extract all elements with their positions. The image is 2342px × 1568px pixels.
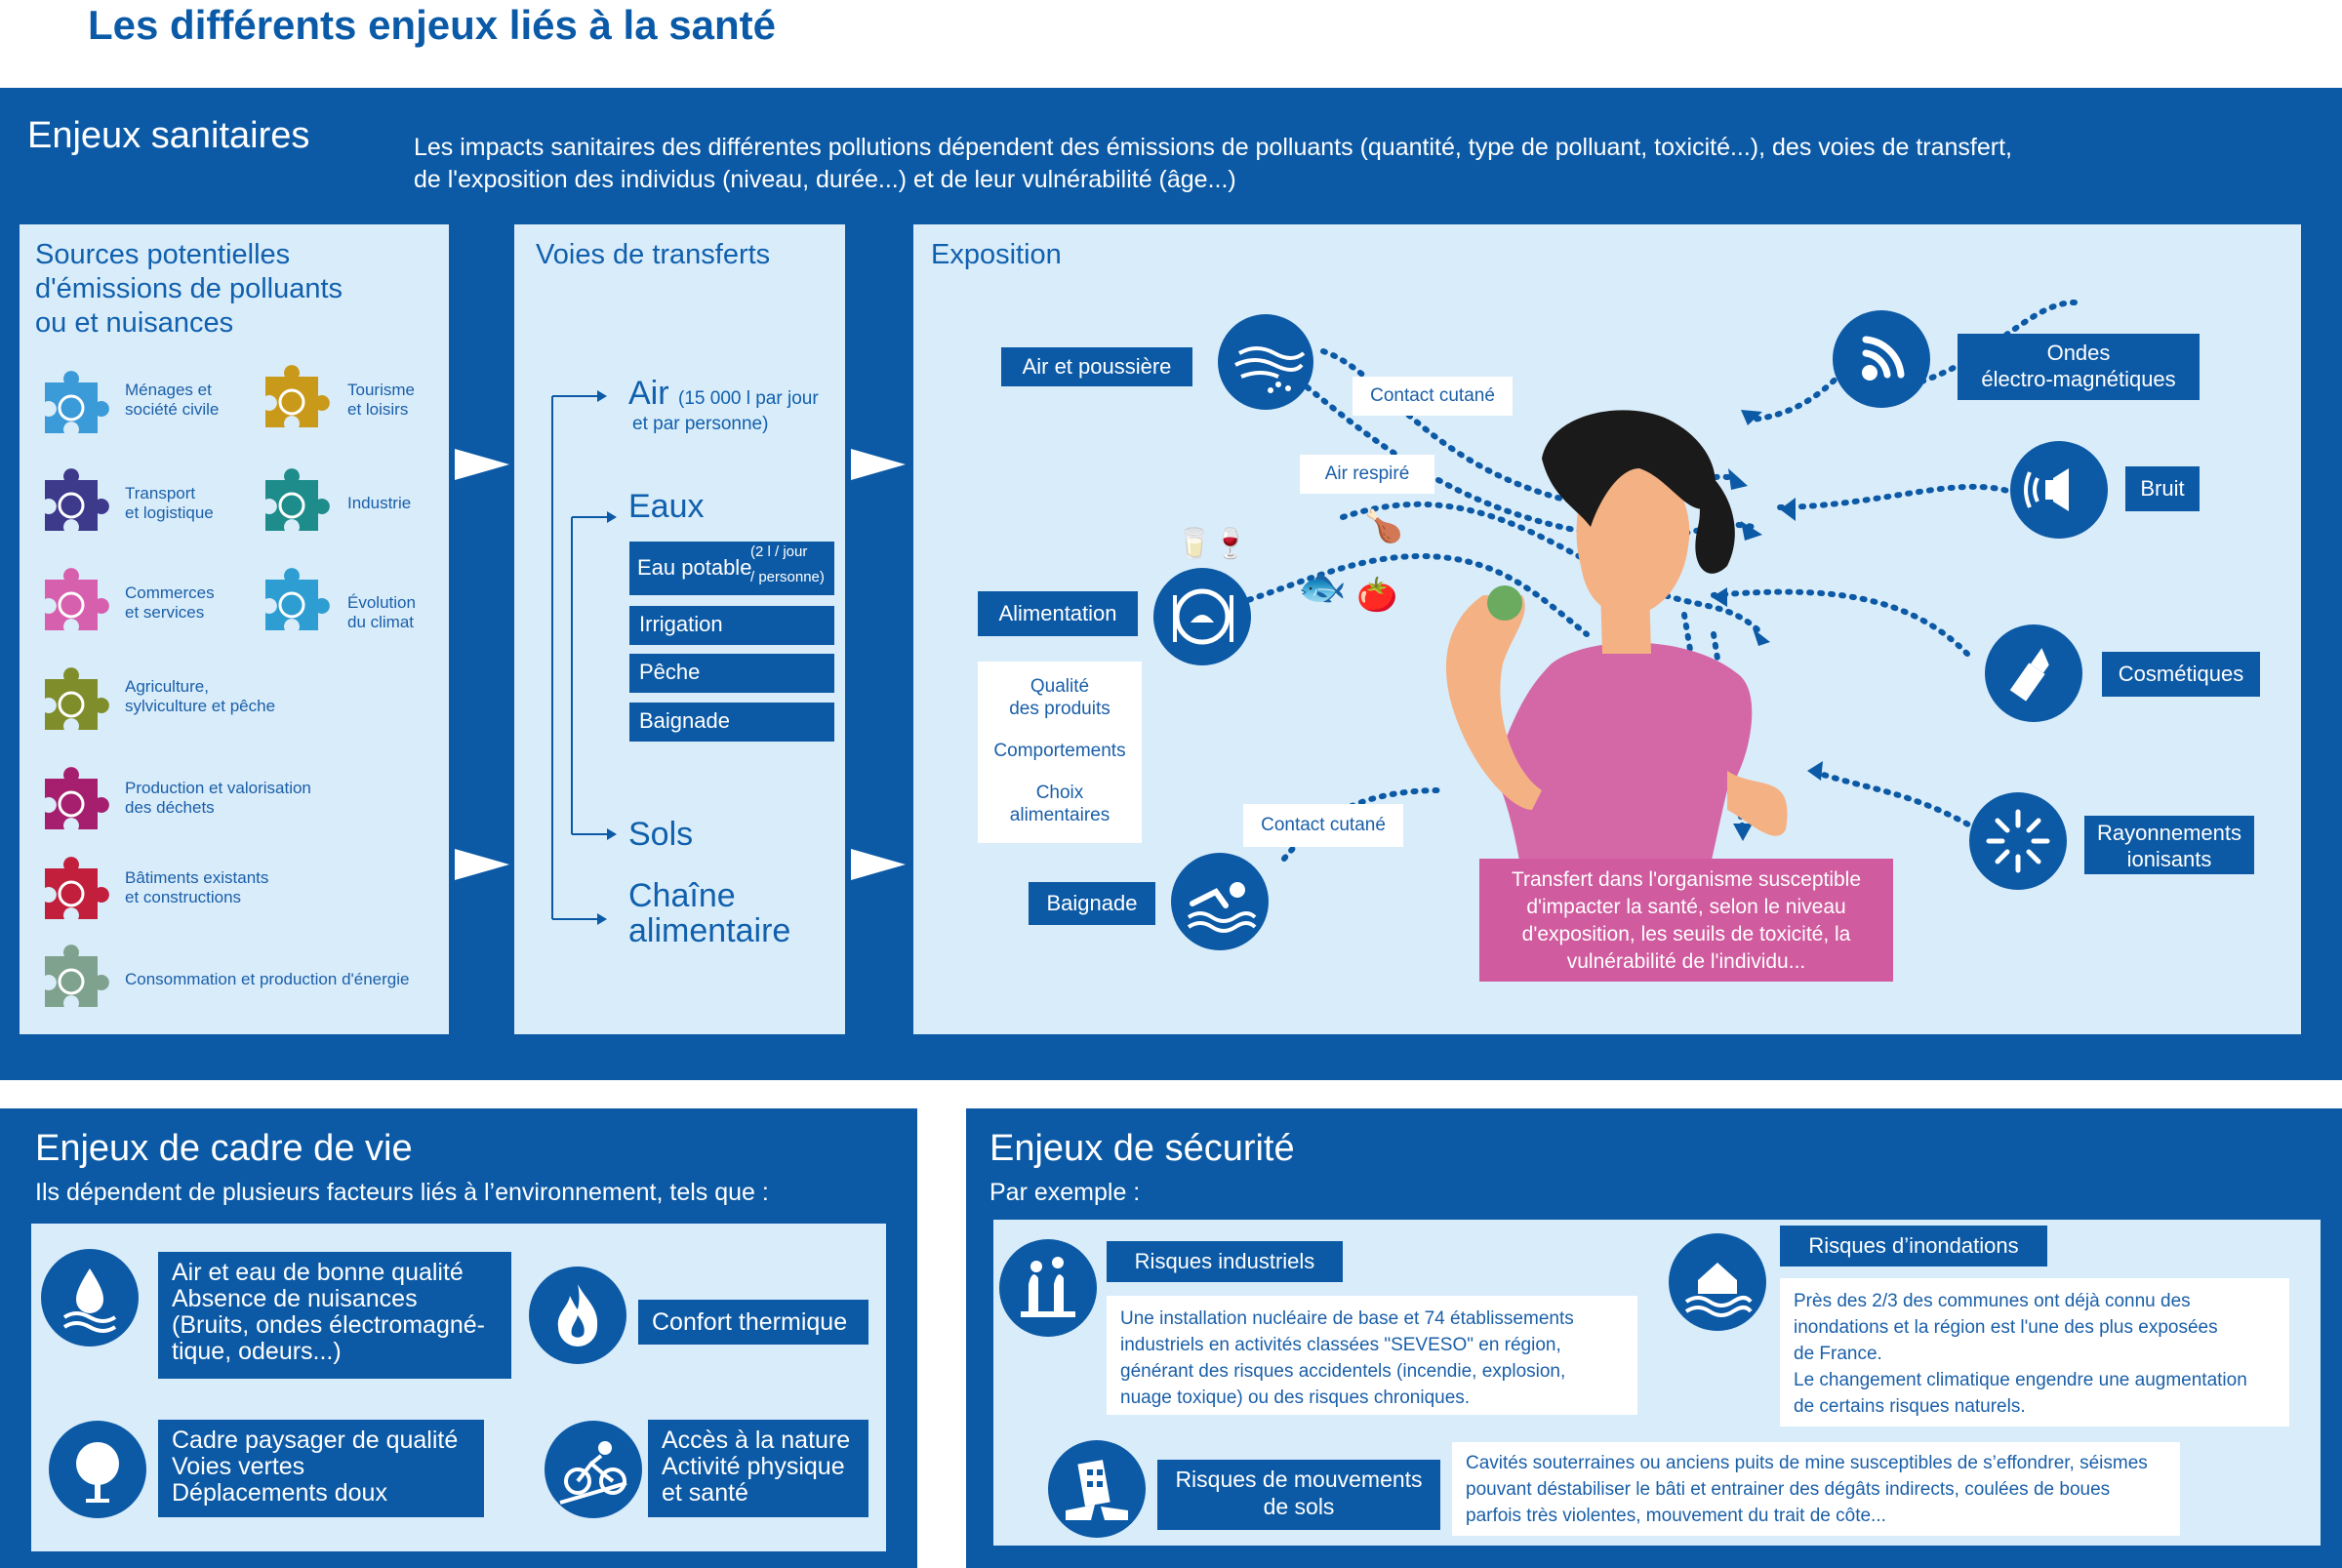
industriels-text: [1107, 1296, 1637, 1415]
industriels-text-l2: industriels en activités classées "SEVESO" en région,: [1120, 1335, 1561, 1355]
voie-peche: Pêche: [629, 654, 834, 693]
voie-air-note-1: (15 000 l par jour: [678, 388, 819, 409]
source-label-l2: sylviculture et pêche: [125, 697, 276, 715]
voie-chaine-l1: Chaîne: [628, 877, 736, 914]
source-label-l1: Transport: [125, 484, 196, 503]
sanitaires-heading: Enjeux sanitaires: [27, 115, 310, 156]
source-label-l2: et constructions: [125, 888, 242, 906]
industriels-text-l1: Une installation nucléaire de base et 74 établissements: [1120, 1308, 1574, 1329]
fish-icon: 🐟: [1298, 566, 1347, 609]
tomato-icon: 🍅: [1356, 577, 1398, 614]
industriels-text-l4: nuage toxique) ou des risques chroniques.: [1120, 1387, 1471, 1408]
alimentation-factors: [978, 662, 1142, 843]
voie-air: [628, 375, 819, 413]
sanitaires-intro-1: Les impacts sanitaires des différentes pollutions dépendent des émissions de polluants (quantité, type de polluant, toxicité...), des voies de transfert,: [414, 134, 2012, 161]
source-label: [125, 381, 219, 420]
mouvements-text-l3: parfois très violentes, mouvement du trait de côte...: [1466, 1506, 1886, 1526]
transfert-l2: d'impacter la santé, selon le niveau: [1526, 896, 1846, 918]
tag-contact-cutane-bottom: Contact cutané: [1243, 804, 1403, 847]
tag-mouvements-l1: Risques de mouvements: [1175, 1467, 1423, 1492]
tag-rayonnements: [2084, 816, 2254, 874]
box3-l3: Déplacements doux: [172, 1479, 387, 1507]
tag-cosmetiques: Cosmétiques: [2102, 652, 2260, 697]
sanitaires-intro-2: de l'exposition des individus (niveau, durée...) et de leur vulnérabilité (âge...): [414, 166, 1236, 193]
voie-baignade: Baignade: [629, 703, 834, 742]
swimmer-icon: [1171, 853, 1269, 950]
source-label-l1: Ménages et: [125, 381, 212, 399]
source-label-l1: Tourisme: [347, 381, 415, 399]
sources-title-l3: ou et nuisances: [35, 307, 234, 339]
source-label-l2: des déchets: [125, 798, 215, 817]
securite-heading: Enjeux de sécurité: [989, 1128, 1295, 1169]
source-label-l2: et logistique: [125, 503, 214, 522]
tag-risques-inondations: Risques d’inondations: [1780, 1226, 2047, 1266]
voie-eaux: Eaux: [628, 488, 705, 525]
box1-l2: Absence de nuisances: [172, 1285, 418, 1312]
tag-risques-mouvements: [1157, 1460, 1440, 1530]
cyclist-icon: [545, 1421, 642, 1518]
box4-l1: Accès à la nature: [662, 1427, 851, 1454]
source-label-l1: Consommation et production d'énergie: [125, 970, 410, 988]
sources-title-l2: d'émissions de polluants: [35, 273, 343, 304]
source-label-l1: Évolution: [347, 593, 416, 612]
voie-chaine: [628, 878, 790, 948]
voie-eau-potable: [629, 542, 834, 595]
plate-cutlery-icon: [1153, 568, 1251, 665]
tag-mouvements-l2: de sols: [1263, 1494, 1335, 1519]
factor-qualite-l1: Qualité: [1030, 676, 1090, 697]
family-icon: [35, 369, 109, 443]
energy-icon: [35, 943, 109, 1017]
inondations-text-l3: de France.: [1794, 1344, 1882, 1364]
chicken-leg-icon: 🍗: [1364, 508, 1403, 543]
box1-l1: Air et eau de bonne qualité: [172, 1259, 464, 1286]
flame-icon: [529, 1266, 626, 1364]
tag-ondes: [1958, 334, 2200, 400]
glass-drink-icon: 🥛🍷: [1176, 528, 1249, 560]
eau-potable-note-1: (2 l / jour: [750, 543, 808, 560]
cadre-vie-box-nature: [648, 1420, 868, 1517]
weather-icon: [256, 566, 330, 640]
arrow-right-icon: [455, 449, 509, 480]
arrow-right-icon: [455, 849, 509, 880]
tag-ondes-l2: électro-magnétiques: [1981, 367, 2176, 391]
box1-l3: (Bruits, ondes électromagné-: [172, 1311, 485, 1339]
transfert-l1: Transfert dans l'organisme susceptible: [1511, 868, 1862, 891]
industriels-text-l3: générant des risques accidentels (incendie, explosion,: [1120, 1361, 1566, 1382]
voie-sols: Sols: [628, 816, 694, 853]
source-label: [347, 593, 416, 632]
euro-icon: [35, 566, 109, 640]
inondations-text-l4: Le changement climatique engendre une augmentation: [1794, 1370, 2247, 1390]
cadre-vie-box-air-eau: [158, 1252, 511, 1379]
mouvements-text-l2: pouvant déstabiliser le bâti et entrainer des dégâts indirects, coulées de boues: [1466, 1479, 2111, 1500]
mouvements-text-l1: Cavités souterraines ou anciens puits de mine susceptibles de s’effondrer, séismes: [1466, 1453, 2148, 1473]
eau-potable-note-2: / personne): [750, 569, 825, 585]
source-label-l2: société civile: [125, 400, 220, 419]
source-label-l1: Commerces: [125, 583, 215, 602]
source-label-l1: Industrie: [347, 494, 412, 512]
tree-icon: [49, 1421, 146, 1518]
inondations-text: [1780, 1278, 2289, 1427]
source-label-l1: Agriculture,: [125, 677, 209, 696]
mouvements-text: [1452, 1442, 2180, 1536]
securite-sub: Par exemple :: [989, 1179, 1141, 1206]
factory-risk-icon: [999, 1239, 1097, 1337]
flood-house-icon: [1669, 1233, 1766, 1331]
source-label-l1: Production et valorisation: [125, 779, 311, 797]
voie-chaine-l2: alimentaire: [628, 912, 791, 949]
page-title: Les différents enjeux liés à la santé: [88, 2, 776, 48]
source-label: [347, 381, 415, 420]
cadre-vie-box-confort: Confort thermique: [638, 1300, 868, 1345]
crane-icon: [35, 855, 109, 929]
tag-alimentation: Alimentation: [978, 591, 1138, 636]
transfert-box: [1479, 859, 1893, 982]
source-label: [125, 583, 215, 623]
source-label: [125, 868, 268, 907]
tag-rayonnements-l1: Rayonnements: [2097, 821, 2241, 845]
source-label: [125, 484, 214, 523]
source-label: [125, 677, 275, 716]
voies-tree-lines: [546, 381, 625, 927]
tag-risques-industriels: Risques industriels: [1107, 1241, 1343, 1282]
waste-icon: [35, 765, 109, 839]
source-label-l1: Bâtiments existants: [125, 868, 269, 887]
speaker-icon: [2010, 441, 2108, 539]
cadre-vie-heading: Enjeux de cadre de vie: [35, 1128, 413, 1169]
source-label: [347, 494, 411, 513]
box4-l3: et santé: [662, 1479, 748, 1507]
cadre-vie-box-paysage: [158, 1420, 484, 1517]
inondations-text-l2: inondations et la région est l'une des plus exposées: [1794, 1317, 2218, 1338]
arrow-right-icon: [851, 449, 906, 480]
factor-choix-l1: Choix: [1035, 783, 1084, 803]
tag-rayonnements-l2: ionisants: [2126, 847, 2212, 871]
exposition-title: Exposition: [931, 239, 1062, 270]
factor-comportements: Comportements: [993, 741, 1126, 761]
voie-air-note-2: et par personne): [632, 414, 769, 434]
lipstick-icon: [1985, 624, 2082, 722]
air-dust-icon: [1218, 314, 1313, 410]
truck-icon: [35, 466, 109, 541]
sources-title-l1: Sources potentielles: [35, 239, 291, 270]
source-label-l2: du climat: [347, 613, 415, 631]
source-label: [125, 779, 311, 818]
inondations-text-l1: Près des 2/3 des communes ont déjà connu des: [1794, 1291, 2191, 1311]
tag-contact-cutane-top: Contact cutané: [1353, 377, 1513, 416]
eau-potable-label: Eau potable: [637, 555, 752, 580]
ground-collapse-icon: [1048, 1440, 1146, 1538]
sources-title: [35, 238, 343, 341]
voie-air-label: Air: [628, 375, 669, 412]
factor-qualite-l2: des produits: [1009, 699, 1110, 719]
box3-l2: Voies vertes: [172, 1453, 305, 1480]
box1-l4: tique, odeurs...): [172, 1338, 342, 1365]
camera-icon: [256, 363, 330, 437]
wifi-waves-icon: [1833, 310, 1930, 408]
tag-baignade: Baignade: [1029, 882, 1155, 925]
inondations-text-l5: de certains risques naturels.: [1794, 1396, 2026, 1417]
transfert-l3: d'exposition, les seuils de toxicité, la: [1521, 923, 1851, 945]
factor-choix-l2: alimentaires: [1009, 805, 1110, 825]
tag-bruit: Bruit: [2125, 466, 2200, 511]
tag-air-poussiere: Air et poussière: [1001, 347, 1192, 386]
voies-title: Voies de transferts: [536, 239, 771, 270]
transfert-l4: vulnérabilité de l'individu...: [1566, 950, 1806, 973]
voie-irrigation: Irrigation: [629, 606, 834, 645]
tractor-icon: [35, 665, 109, 740]
tag-ondes-l1: Ondes: [2046, 341, 2111, 365]
source-label-l2: et services: [125, 603, 205, 622]
arrow-right-icon: [851, 849, 906, 880]
box4-l2: Activité physique: [662, 1453, 845, 1480]
factory-icon: [256, 466, 330, 541]
water-drop-icon: [41, 1249, 139, 1347]
radiation-icon: [1969, 792, 2067, 890]
source-label: [125, 970, 409, 989]
cadre-vie-sub: Ils dépendent de plusieurs facteurs liés à l’environnement, tels que :: [35, 1179, 769, 1206]
tag-air-respire: Air respiré: [1300, 455, 1434, 494]
box3-l1: Cadre paysager de qualité: [172, 1427, 459, 1454]
source-label-l2: et loisirs: [347, 400, 409, 419]
